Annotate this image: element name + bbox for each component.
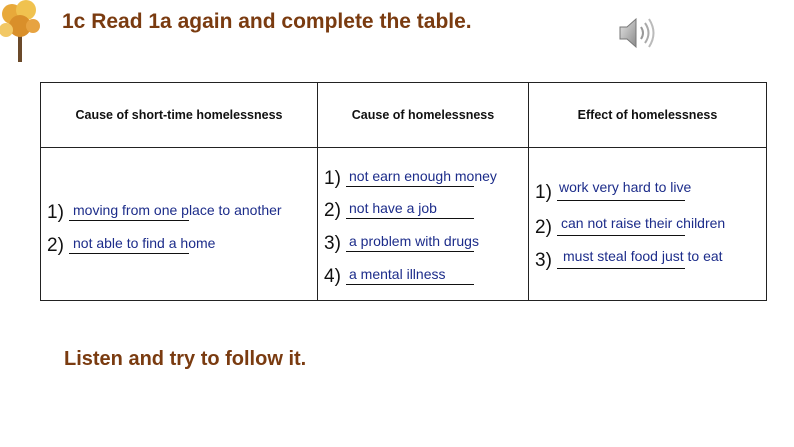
answer-text: moving from one place to another (73, 202, 282, 218)
cell-causes (318, 148, 529, 301)
header-cause-short-time: Cause of short-time homelessness (41, 83, 318, 148)
answer-table (40, 82, 767, 301)
speaker-icon[interactable] (616, 14, 658, 52)
list-item: 2) can not raise their children (535, 215, 726, 238)
cell-effects (529, 148, 767, 301)
list-item: 3) must steal food just to eat (535, 248, 723, 271)
list-item: 1) moving from one place to another (47, 202, 282, 223)
header-cause: Cause of homelessness (318, 83, 529, 148)
list-item: 3) a problem with drugs (324, 233, 479, 254)
list-item: 2) not able to find a home (47, 235, 216, 256)
autumn-tree-icon (0, 0, 40, 62)
list-item: 1) work very hard to live (535, 179, 692, 203)
list-item: 4) a mental illness (324, 263, 524, 287)
blank-line (346, 284, 474, 285)
blank-line (346, 251, 474, 252)
blank-line (69, 253, 189, 254)
list-item: 1) not earn enough money (324, 168, 497, 189)
answer-text: a mental illness (349, 266, 446, 282)
blank-line (557, 268, 685, 269)
answer-text: can not raise their children (561, 215, 726, 231)
blank-line (557, 200, 685, 201)
blank-line (346, 186, 474, 187)
answer-text: must steal food just to eat (563, 248, 723, 264)
list-item: 2) not have a job (324, 197, 524, 221)
blank-line (557, 235, 685, 236)
listen-instruction: Listen and try to follow it. (64, 348, 307, 370)
answer-text: not earn enough money (349, 168, 497, 184)
header-effect: Effect of homelessness (529, 83, 767, 148)
answer-text: a problem with drugs (349, 233, 479, 249)
page-title: 1c Read 1a again and complete the table. (62, 10, 472, 33)
answer-text: not have a job (349, 200, 437, 216)
answer-text: work very hard to live (559, 179, 692, 195)
answer-text: not able to find a home (73, 235, 216, 251)
blank-line (346, 218, 474, 219)
blank-line (69, 220, 189, 221)
cell-short-time-causes (41, 148, 318, 301)
